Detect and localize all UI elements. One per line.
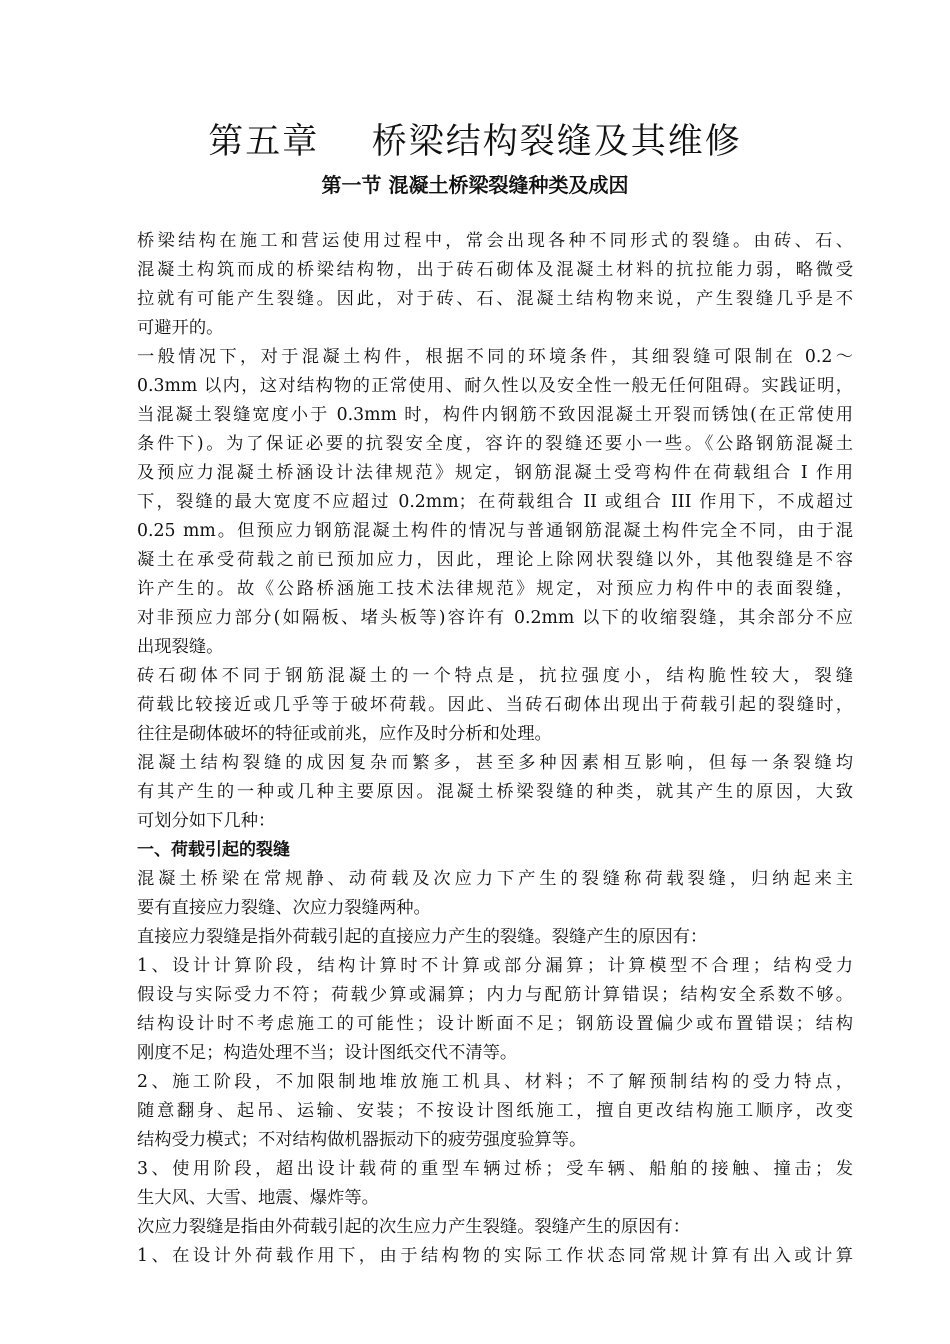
text-line: 1、设计计算阶段，结构计算时不计算或部分漏算；计算模型不合理；结构受力 <box>137 956 853 976</box>
text-line: 条件下)。为了保证必要的抗裂安全度，容许的裂缝还要小一些。《公路钢筋混凝土 <box>137 434 853 454</box>
chapter-title: 第五章 桥梁结构裂缝及其维修 <box>208 122 742 162</box>
text-line: 一般情况下，对于混凝土构件，根据不同的环境条件，其细裂缝可限制在 0.2～ <box>137 347 853 367</box>
text-line: 往往是砌体破坏的特征或前兆，应作及时分析和处理。 <box>137 724 552 744</box>
text-line: 次应力裂缝是指由外荷载引起的次生应力产生裂缝。裂缝产生的原因有： <box>137 1217 691 1237</box>
text-line: 有其产生的一种或几种主要原因。混凝土桥梁裂缝的种类，就其产生的原因，大致 <box>137 782 853 802</box>
text-line: 0.3mm 以内，这对结构物的正常使用、耐久性以及安全性一般无任何阻碍。实践证明， <box>137 376 853 396</box>
text-line: 可避开的。 <box>137 318 224 338</box>
text-line: 假设与实际受力不符；荷载少算或漏算；内力与配筋计算错误；结构安全系数不够。 <box>137 985 853 1005</box>
text-line: 及预应力混凝土桥涵设计法律规范》规定，钢筋混凝土受弯构件在荷载组合 I 作用 <box>137 463 853 483</box>
text-line: 混凝土结构裂缝的成因复杂而繁多，甚至多种因素相互影响，但每一条裂缝均 <box>137 753 853 773</box>
text-line: 0.25 mm。但预应力钢筋混凝土构件的情况与普通钢筋混凝土构件完全不同，由于混 <box>137 521 853 541</box>
text-line: 桥梁结构在施工和营运使用过程中，常会出现各种不同形式的裂缝。由砖、石、 <box>137 231 853 251</box>
text-line: 生大风、大雪、地震、爆炸等。 <box>137 1188 379 1208</box>
text-line: 刚度不足；构造处理不当；设计图纸交代不清等。 <box>137 1043 518 1063</box>
text-line: 荷载比较接近或几乎等于破坏荷载。因此、当砖石砌体出现出于荷载引起的裂缝时， <box>137 695 853 715</box>
text-line: 直接应力裂缝是指外荷载引起的直接应力产生的裂缝。裂缝产生的原因有： <box>137 927 708 947</box>
section-title: 第一节 混凝土桥梁裂缝种类及成因 <box>321 173 629 197</box>
text-line: 随意翻身、起吊、运输、安装；不按设计图纸施工，擅自更改结构施工顺序，改变 <box>137 1101 853 1121</box>
text-line: 结构受力模式；不对结构做机器振动下的疲劳强度验算等。 <box>137 1130 587 1150</box>
text-line: 凝土在承受荷载之前已预加应力，因此，理论上除网状裂缝以外，其他裂缝是不容 <box>137 550 853 570</box>
text-line: 对非预应力部分(如隔板、堵头板等)容许有 0.2mm 以下的收缩裂缝，其余部分不应 <box>137 608 853 628</box>
text-line: 下，裂缝的最大宽度不应超过 0.2mm；在荷载组合 II 或组合 III 作用下，不成超过 <box>137 492 853 512</box>
text-line: 当混凝土裂缝宽度小于 0.3mm 时，构件内钢筋不致因混凝土开裂而锈蚀(在正常使用 <box>137 405 853 425</box>
text-line: 混凝土桥梁在常规静、动荷载及次应力下产生的裂缝称荷载裂缝，归纳起来主 <box>137 869 853 889</box>
text-line: 混凝土构筑而成的桥梁结构物，出于砖石砌体及混凝土材料的抗拉能力弱，略微受 <box>137 260 853 280</box>
text-line: 砖石砌体不同于钢筋混凝土的一个特点是，抗拉强度小，结构脆性较大，裂缝 <box>137 666 853 686</box>
text-line: 要有直接应力裂缝、次应力裂缝两种。 <box>137 898 431 918</box>
text-line: 1、在设计外荷载作用下，由于结构物的实际工作状态同常规计算有出入或计算 <box>137 1246 853 1266</box>
text-line: 出现裂缝。 <box>137 637 224 657</box>
text-line: 许产生的。故《公路桥涵施工技术法律规范》规定，对预应力构件中的表面裂缝， <box>137 579 853 599</box>
subsection-heading: 一、荷载引起的裂缝 <box>137 840 290 860</box>
text-line: 3、使用阶段，超出设计载荷的重型车辆过桥；受车辆、船舶的接触、撞击；发 <box>137 1159 853 1179</box>
text-line: 2、施工阶段，不加限制地堆放施工机具、材料；不了解预制结构的受力特点， <box>137 1072 853 1092</box>
text-line: 拉就有可能产生裂缝。因此，对于砖、石、混凝土结构物来说，产生裂缝几乎是不 <box>137 289 853 309</box>
text-line: 结构设计时不考虑施工的可能性；设计断面不足；钢筋设置偏少或布置错误；结构 <box>137 1014 853 1034</box>
text-line: 可划分如下几种： <box>137 811 276 831</box>
body-text <box>137 227 853 1271</box>
